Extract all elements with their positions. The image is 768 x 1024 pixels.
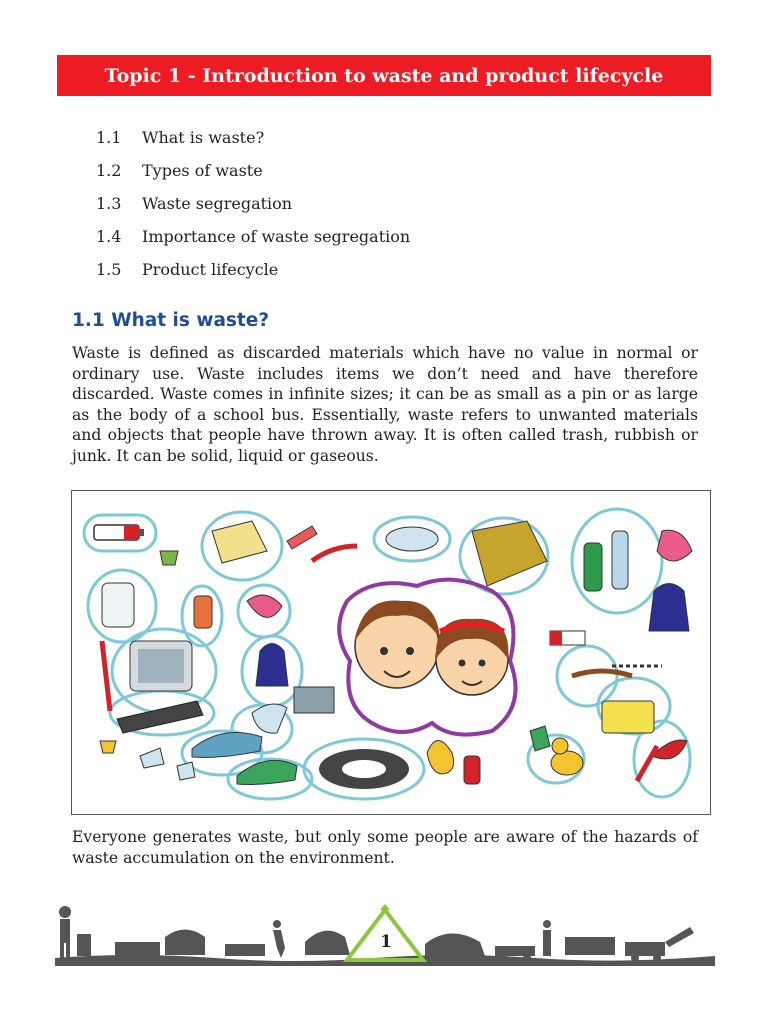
toc-number: 1.1 (96, 128, 122, 147)
battery-icon (94, 525, 144, 540)
waste-items-svg (72, 491, 710, 814)
tv-icon (130, 641, 192, 691)
banana-peel-icon (427, 741, 454, 774)
toc-item (96, 161, 410, 194)
paper-icon (212, 521, 267, 563)
toc-label: What is waste? (142, 128, 265, 147)
cup-icon (160, 551, 178, 565)
bag-icon (649, 584, 689, 632)
tissue-roll-icon (102, 583, 134, 627)
toc-number: 1.2 (96, 161, 122, 180)
toc-number: 1.5 (96, 260, 122, 279)
table-of-contents (96, 128, 410, 293)
toc-item (96, 128, 410, 161)
tyre-icon (319, 749, 409, 789)
toc-label: Product lifecycle (142, 260, 279, 279)
page-number: 1 (380, 932, 392, 952)
waste-illustration (71, 490, 711, 815)
phone-icon (194, 596, 212, 628)
toc-label: Types of waste (142, 161, 263, 180)
toc-number: 1.4 (96, 227, 122, 246)
toc-item (96, 227, 410, 260)
definition-paragraph: Waste is defined as discarded materials which have no value in normal or ordinary use. Waste includes items we don’t need and have therefore discarded. Waste comes in infinite sizes; it can be as small as a pin or as large as the body of a school bus. Essentially, waste refers to unwanted materials and objects that people have thrown away. It is often called trash, rubbish or junk. It can be solid, liquid or gaseous. (72, 344, 698, 465)
bottle-icon (584, 531, 628, 591)
toc-label: Importance of waste segregation (142, 227, 411, 246)
toc-label: Waste segregation (142, 194, 293, 213)
toc-item (96, 194, 410, 227)
truck-toy-icon (602, 701, 654, 733)
topic-banner (57, 55, 711, 96)
topic-title: Topic 1 - Introduction to waste and product lifecycle (104, 64, 664, 87)
toc-number: 1.3 (96, 194, 122, 213)
keyboard-icon (117, 701, 203, 733)
hazards-paragraph: Everyone generates waste, but only some people are aware of the hazards of waste accumulation on the environment. (72, 828, 698, 867)
toc-item (96, 260, 410, 293)
section-heading: 1.1 What is waste? (72, 310, 270, 331)
